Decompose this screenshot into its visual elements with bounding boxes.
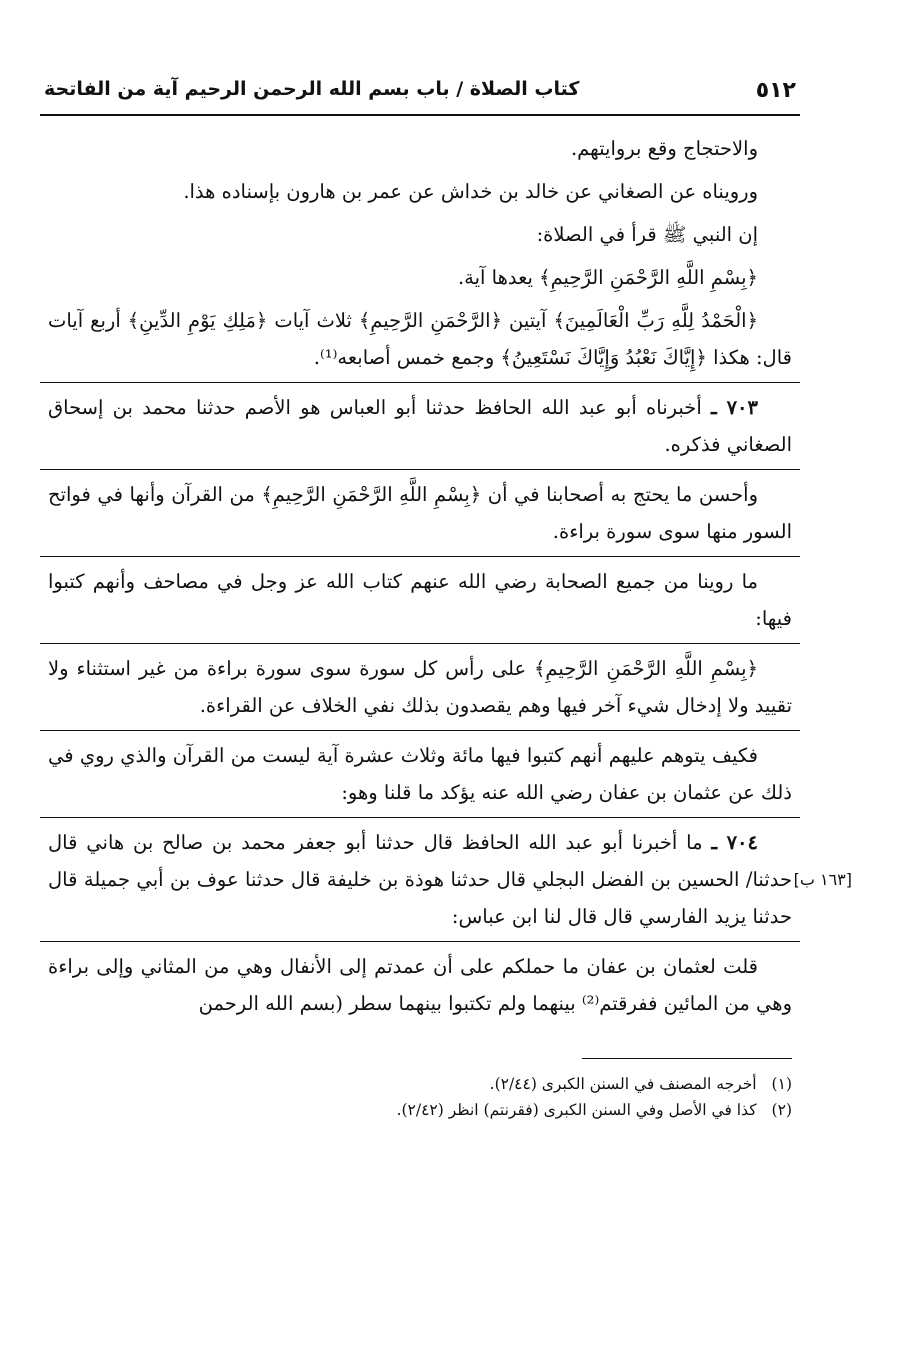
page-number: ٥١٢ (755, 78, 796, 103)
paragraph-divider (40, 469, 800, 470)
hadith-number: ٧٠٣ ـ (711, 396, 758, 419)
footnote (48, 1071, 792, 1097)
hadith-paragraph (40, 389, 800, 463)
hadith-text: أخبرناه أبو عبد الله الحافظ حدثنا أبو العباس هو الأصم حدثنا محمد بن إسحاق الصغاني فذكره. (48, 396, 792, 456)
page-content (40, 70, 852, 1123)
hadith-text: ما أخبرنا أبو عبد الله الحافظ قال حدثنا أبو جعفر محمد بن صالح بن هاني قال حدثنا/ الحسين بن الفضل البجلي قال حدثنا هوذة بن خليفة قال حدثنا عوف بن أبي جميلة قال حدثنا يزيد الفارسي قال قال لنا ابن عباس: (48, 831, 792, 928)
paragraph: ﴿الْحَمْدُ لِلَّهِ رَبِّ الْعَالَمِينَ﴾ آيتين ﴿الرَّحْمَنِ الرَّحِيمِ﴾ ثلاث آيات ﴿مَلِكِ يَوْمِ الدِّينِ﴾ أربع آيات قال: هكذا ﴿إِيَّاكَ نَعْبُدُ وَإِيَّاكَ نَسْتَعِينُ﴾ وجمع خمس أصابعه⁽¹⁾. (48, 309, 792, 369)
footnote (48, 1097, 792, 1123)
paragraph: ﴿بِسْمِ اللَّهِ الرَّحْمَنِ الرَّحِيمِ﴾ على رأس كل سورة سوى سورة براءة من غير استثناء ولا تقييد ولا إدخال شيء آخر فيها وهم يقصدون بذلك نفي الخلاف عن القراءة. (48, 657, 792, 717)
paragraph-divider (40, 643, 800, 644)
paragraph: ﴿بِسْمِ اللَّهِ الرَّحْمَنِ الرَّحِيمِ﴾ يعدها آية. (457, 266, 758, 289)
footnote-text: كذا في الأصل وفي السنن الكبرى (فقرنتم) انظر (٢/٤٢). (396, 1101, 757, 1119)
paragraph-divider (40, 941, 800, 942)
body-text (40, 130, 852, 1022)
footnote-number: (١) (771, 1075, 792, 1093)
paragraph: ما روينا من جميع الصحابة رضي الله عنهم كتاب الله عز وجل في مصاحف وأنهم كتبوا فيها: (48, 570, 792, 630)
paragraph-divider (40, 730, 800, 731)
running-header (40, 70, 800, 116)
footnotes (40, 1071, 800, 1123)
footnote-number: (٢) (771, 1101, 792, 1119)
paragraph-divider (40, 556, 800, 557)
paragraph: وأحسن ما يحتج به أصحابنا في أن ﴿بِسْمِ اللَّهِ الرَّحْمَنِ الرَّحِيمِ﴾ من القرآن وأنها في فواتح السور منها سوى سورة براءة. (48, 483, 792, 543)
hadith-number: ٧٠٤ ـ (711, 831, 758, 854)
paragraph: قلت لعثمان بن عفان ما حملكم على أن عمدتم إلى الأنفال وهي من المثاني وإلى براءة وهي من المائين ففرقتم⁽²⁾ بينهما ولم تكتبوا بينهما سطر (بسم الله الرحمن (48, 955, 792, 1015)
footnotes-rule (582, 1058, 792, 1059)
margin-note: [١٦٣ ب] (793, 870, 852, 889)
hadith-paragraph (40, 824, 852, 935)
paragraph: والاحتجاج وقع بروايتهم. (570, 137, 758, 160)
paragraph: ورويناه عن الصغاني عن خالد بن خداش عن عمر بن هارون بإسناده هذا. (183, 180, 758, 203)
paragraph: إن النبي ﷺ قرأ في الصلاة: (536, 223, 758, 246)
footnote-text: أخرجه المصنف في السنن الكبرى (٢/٤٤). (489, 1075, 757, 1093)
paragraph-divider (40, 817, 800, 818)
running-title: كتاب الصلاة / باب بسم الله الرحمن الرحيم آية من الفاتحة (44, 78, 580, 100)
paragraph-divider (40, 382, 800, 383)
paragraph: فكيف يتوهم عليهم أنهم كتبوا فيها مائة وثلاث عشرة آية ليست من القرآن والذي روي في ذلك عن عثمان بن عفان رضي الله عنه يؤكد ما قلنا وهو: (48, 744, 792, 804)
